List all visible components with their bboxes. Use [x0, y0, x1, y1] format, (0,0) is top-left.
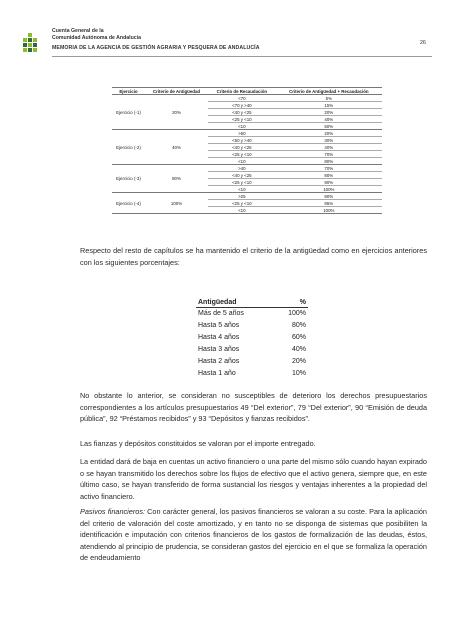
antiguedad-cell: 20% — [145, 95, 208, 130]
age-cell: Hasta 2 años — [198, 357, 240, 365]
combined-cell: 70% — [276, 151, 382, 158]
age-cell: Hasta 5 años — [198, 321, 240, 329]
recaudacion-cell: <25 y <10 — [208, 116, 276, 123]
antiguedad-cell: 80% — [145, 165, 208, 193]
recaudacion-cell: <40 y <25 — [208, 172, 276, 179]
organization-title-line1: Cuenta General de la — [52, 28, 104, 34]
pasivos-body: Con carácter general, los pasivos financieros se valoran a su coste. Para la aplicación del criterio de valoración del coste amortizado, y en tanto no se disponga de sistemas que posibiliten la identificación e imputación con criterios financieros de los gastos de formalización de las deudas, éstos, atendiendo al principio de prudencia, se consideran gastos del ejercicio en el que se formaliza la operación de endeudamiento — [80, 507, 427, 563]
combined-cell: 40% — [276, 116, 382, 123]
table-row — [196, 344, 308, 356]
combined-cell: 15% — [276, 102, 382, 109]
page-header — [20, 26, 432, 62]
pct-cell: 100% — [288, 309, 306, 317]
paragraph-baja-activo: La entidad dará de baja en cuentas un activo financiero o una parte del mismo sólo cuando hayan expirado o se hayan transmitido los derechos sobre los flujos de efectivo que el activo genera, siempre que, en este último caso, se hayan transferido de forma sustancial los riesgos y ventajas inherentes a la propiedad del activo financiero. — [80, 457, 427, 501]
pct-cell: 60% — [291, 333, 306, 341]
combined-cell: 100% — [276, 207, 382, 214]
pct-cell: 10% — [291, 369, 306, 377]
year-cell: Ejercicio (-1) — [112, 95, 145, 130]
combined-cell: 90% — [276, 193, 382, 200]
recaudacion-cell: <40 y <25 — [208, 109, 276, 116]
criteria-header-recaudacion: Criterio de Recaudación — [208, 88, 276, 95]
organization-title-line2: Comunidad Autónoma de Andalucía — [52, 35, 141, 41]
table-row — [196, 320, 308, 332]
antiguedad-cell: 40% — [145, 130, 208, 165]
criteria-table-header-row — [112, 88, 382, 95]
age-cell: Hasta 4 años — [198, 333, 240, 341]
pasivos-lead: Pasivos financieros: — [80, 507, 146, 516]
paragraph-pasivos — [80, 506, 427, 564]
combined-cell: 90% — [276, 179, 382, 186]
age-cell: Hasta 3 años — [198, 345, 240, 353]
recaudacion-cell: <70 — [208, 95, 276, 102]
table-row — [196, 332, 308, 344]
recaudacion-cell: <10 — [208, 186, 276, 193]
recaudacion-cell: <25 y <10 — [208, 200, 276, 207]
year-cell: Ejercicio (-3) — [112, 165, 145, 193]
combined-cell: 95% — [276, 200, 382, 207]
age-cell: Hasta 1 año — [198, 369, 236, 377]
pct-cell: 20% — [291, 357, 306, 365]
criteria-header-year: Ejercicio — [112, 88, 145, 95]
page-number: 26 — [419, 40, 426, 46]
combined-cell: 20% — [276, 130, 382, 137]
recaudacion-cell: >50 — [208, 130, 276, 137]
year-cell: Ejercicio (-4) — [112, 193, 145, 214]
combined-cell: 80% — [276, 158, 382, 165]
intro-paragraph: Respecto del resto de capítulos se ha mantenido el criterio de la antigüedad como en ejercicios anteriores con los siguientes porcentajes: — [80, 246, 427, 267]
combined-cell: 70% — [276, 165, 382, 172]
table-row — [112, 165, 382, 172]
percentage-header-antiguedad: Antigüedad — [196, 298, 274, 308]
percentage-table-header-row — [196, 298, 308, 308]
percentage-table — [196, 298, 308, 380]
combined-cell: 30% — [276, 137, 382, 144]
year-cell: Ejercicio (-2) — [112, 130, 145, 165]
recaudacion-cell: <70 y >40 — [208, 102, 276, 109]
table-row — [112, 95, 382, 102]
table-row — [196, 368, 308, 380]
combined-cell: 50% — [276, 123, 382, 130]
recaudacion-cell: <25 y <10 — [208, 151, 276, 158]
recaudacion-cell: >25 — [208, 193, 276, 200]
recaudacion-cell: <25 y <10 — [208, 179, 276, 186]
criteria-header-combined: Criterio de Antigüedad + Recaudación — [276, 88, 382, 95]
table-row — [196, 356, 308, 368]
header-rule — [52, 56, 432, 57]
criteria-header-antiguedad: Criterio de Antigüedad — [145, 88, 208, 95]
recaudacion-cell: <50 y >40 — [208, 137, 276, 144]
pct-cell: 80% — [291, 321, 306, 329]
age-cell: Más de 5 años — [198, 309, 244, 317]
table-row — [112, 193, 382, 200]
paragraph-fianzas: Las fianzas y depósitos constituidos se valoran por el importe entregado. — [80, 439, 316, 448]
recaudacion-cell: <10 — [208, 158, 276, 165]
combined-cell: 20% — [276, 109, 382, 116]
junta-andalucia-logo — [20, 28, 56, 58]
combined-cell: 100% — [276, 186, 382, 193]
pct-cell: 40% — [291, 345, 306, 353]
table-row — [196, 308, 308, 321]
combined-cell: 80% — [276, 172, 382, 179]
recaudacion-cell: <10 — [208, 207, 276, 214]
combined-cell: 40% — [276, 144, 382, 151]
recaudacion-cell: <10 — [208, 123, 276, 130]
paragraph-not-deteriorated: No obstante lo anterior, se consideran no susceptibles de deterioro los derechos presupuestarios correspondientes a los artículos presupuestarios 49 “Del exterior”, 79 “Del exterior”, 90 “Emisión de deuda pública”, 92 “Préstamos recibidos” y 93 “Depósitos y fianzas recibidos”. — [80, 391, 427, 424]
table-row — [112, 130, 382, 137]
recaudacion-cell: >40 — [208, 165, 276, 172]
recaudacion-cell: <40 y <25 — [208, 144, 276, 151]
antiguedad-cell: 100% — [145, 193, 208, 214]
combined-cell: 5% — [276, 95, 382, 102]
percentage-header-pct: % — [274, 298, 308, 308]
memoria-title: MEMORIA DE LA AGENCIA DE GESTIÓN AGRARIA Y PESQUERA DE ANDALUCÍA — [52, 45, 260, 51]
criteria-table — [112, 87, 382, 214]
